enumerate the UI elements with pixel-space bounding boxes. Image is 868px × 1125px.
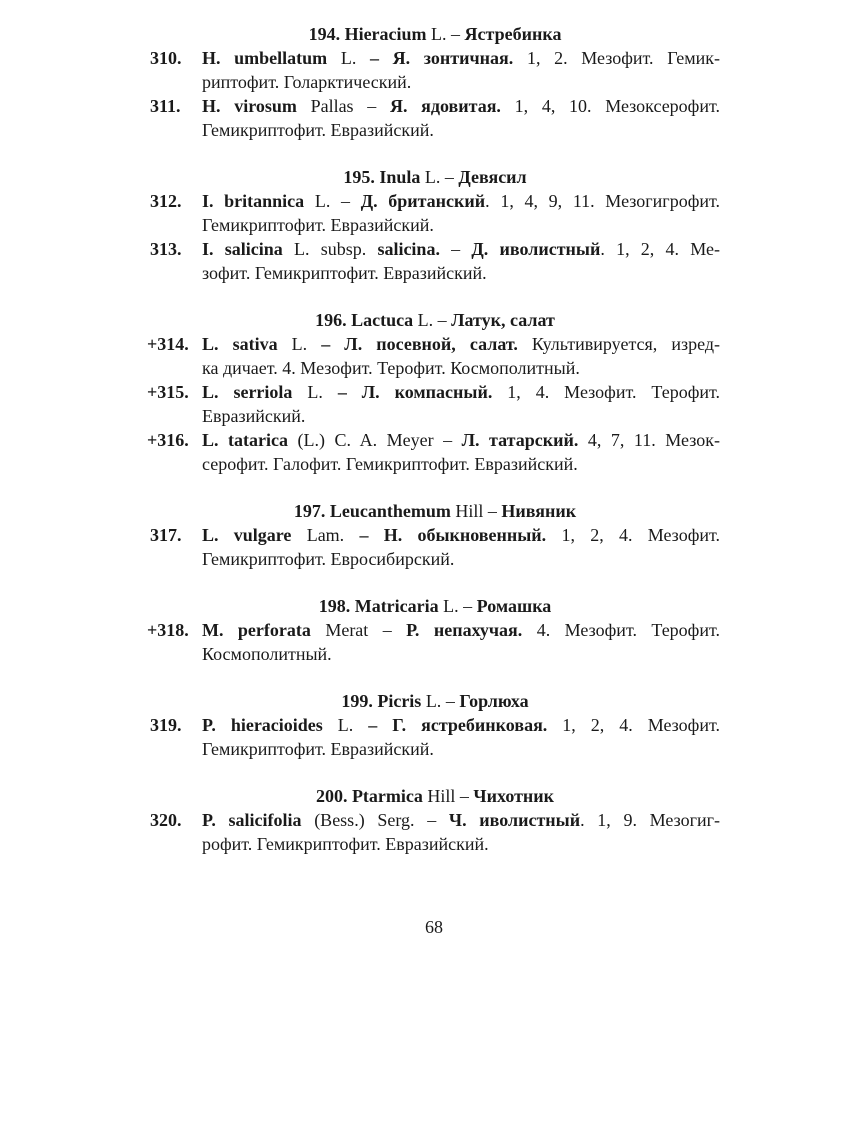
species-text: Гемикриптофит. Евросибирский. xyxy=(202,549,455,569)
species-entry xyxy=(147,618,720,666)
species-entry xyxy=(150,189,720,237)
species-entry xyxy=(150,94,720,142)
genus-heading xyxy=(150,689,720,713)
species-text: Гемикриптофит. Евразийский. xyxy=(202,215,434,235)
genus-russian-name: Девясил xyxy=(458,167,527,187)
genus-heading xyxy=(150,784,720,808)
genus-author: L. xyxy=(443,596,459,616)
section-gap xyxy=(150,476,720,499)
genus-number: 196. xyxy=(315,310,347,330)
genus-heading xyxy=(150,499,720,523)
species-number: 311. xyxy=(150,96,181,116)
species-text: – xyxy=(439,239,472,259)
species-text: 1, 4, 10. Мезоксерофит. xyxy=(500,96,720,116)
species-name-bold: Л. татарский. xyxy=(461,430,579,450)
species-text-line xyxy=(202,189,720,213)
genus-author: L. xyxy=(424,167,441,187)
species-text: L. xyxy=(322,715,369,735)
genus-dash: – xyxy=(451,24,461,44)
genus-heading xyxy=(150,308,720,332)
species-text: 1, 2, 4. Мезофит. xyxy=(546,525,720,545)
genus-latin-name: Leucanthemum xyxy=(329,501,451,521)
genus-latin-name: Hieracium xyxy=(344,24,427,44)
section-gap xyxy=(150,285,720,308)
species-text-line xyxy=(202,356,720,380)
species-number: +316. xyxy=(147,430,189,450)
genus-russian-name: Чихотник xyxy=(473,786,555,806)
species-text-line xyxy=(202,523,720,547)
genus-heading xyxy=(150,22,720,46)
species-name-bold: L. serriola xyxy=(202,382,293,402)
genus-dash: – xyxy=(487,501,497,521)
genus-russian-name: Горлюха xyxy=(459,691,529,711)
species-text: . 1, 9. Мезогиг- xyxy=(580,810,720,830)
genus-author: L. xyxy=(417,310,434,330)
section-gap xyxy=(150,666,720,689)
species-text: (Bess.) Serg. – xyxy=(301,810,449,830)
species-text: . 1, 2, 4. Ме- xyxy=(600,239,720,259)
species-text: L. xyxy=(277,334,322,354)
page-content xyxy=(147,22,721,856)
species-text: Евразийский. xyxy=(202,406,306,426)
genus-russian-name: Ястребинка xyxy=(464,24,562,44)
species-text-line xyxy=(202,428,720,452)
species-text-line xyxy=(202,332,720,356)
species-text-line xyxy=(202,46,720,70)
species-text: рофит. Гемикриптофит. Евразийский. xyxy=(202,834,489,854)
genus-author: L. xyxy=(425,691,442,711)
species-text: серофит. Галофит. Гемикриптофит. Евразийский. xyxy=(202,454,578,474)
species-text: Pallas – xyxy=(296,96,390,116)
species-text-line xyxy=(202,642,720,666)
species-text: Merat – xyxy=(310,620,407,640)
genus-author: Hill xyxy=(455,501,484,521)
species-text: Культивируется, изред- xyxy=(517,334,721,354)
species-text: L. xyxy=(327,48,370,68)
species-number: +314. xyxy=(147,334,189,354)
genus-dash: – xyxy=(463,596,473,616)
genus-dash: – xyxy=(445,691,455,711)
species-name-bold: H. umbellatum xyxy=(202,48,328,68)
species-name-bold: L. vulgare xyxy=(202,525,292,545)
species-text: (L.) C. A. Meyer – xyxy=(288,430,462,450)
genus-latin-name: Picris xyxy=(377,691,422,711)
species-name-bold: – Н. обыкновенный. xyxy=(359,525,547,545)
species-entry xyxy=(150,46,720,94)
genus-number: 197. xyxy=(293,501,326,521)
genus-latin-name: Matricaria xyxy=(354,596,439,616)
species-entry xyxy=(147,428,720,476)
species-text-line xyxy=(202,380,720,404)
species-text: Космополитный. xyxy=(202,644,332,664)
species-text: Гемикриптофит. Евразийский. xyxy=(202,120,434,140)
genus-russian-name: Нивяник xyxy=(501,501,577,521)
species-name-bold: salicina. xyxy=(377,239,440,259)
genus-latin-name: Lactuca xyxy=(351,310,414,330)
species-text: зофит. Гемикриптофит. Евразийский. xyxy=(202,263,487,283)
genus-dash: – xyxy=(437,310,447,330)
species-text-line xyxy=(202,118,720,142)
species-text-line xyxy=(202,713,720,737)
species-name-bold: L. sativa xyxy=(202,334,278,354)
species-text-line xyxy=(202,404,720,428)
species-text: 4. Мезофит. Терофит. xyxy=(522,620,720,640)
species-text-line xyxy=(202,808,720,832)
species-text-line xyxy=(202,237,720,261)
species-text: ка дичает. 4. Мезофит. Терофит. Космополитный. xyxy=(202,358,580,378)
species-text-line xyxy=(202,452,720,476)
genus-heading xyxy=(150,165,720,189)
species-text-line xyxy=(202,261,720,285)
species-name-bold: Р. непахучая. xyxy=(406,620,523,640)
genus-russian-name: Латук, салат xyxy=(451,310,555,330)
genus-author: Hill xyxy=(427,786,456,806)
section-gap xyxy=(150,761,720,784)
genus-latin-name: Inula xyxy=(379,167,421,187)
species-entry xyxy=(147,332,721,380)
page-number: 68 xyxy=(425,917,443,937)
species-name-bold: – Л. компасный. xyxy=(337,382,493,402)
species-text: Гемикриптофит. Евразийский. xyxy=(202,739,434,759)
species-name-bold: – Я. зонтичная. xyxy=(369,48,514,68)
genus-number: 200. xyxy=(315,786,348,806)
species-number: 310. xyxy=(150,48,182,68)
species-text-line xyxy=(202,70,720,94)
species-number: +315. xyxy=(147,382,189,402)
species-text: 1, 4. Мезофит. Терофит. xyxy=(492,382,721,402)
species-name-bold: I. salicina xyxy=(202,239,283,259)
species-text: 4, 7, 11. Мезок- xyxy=(578,430,720,450)
genus-dash: – xyxy=(459,786,469,806)
species-name-bold: I. britannica xyxy=(202,191,305,211)
species-name-bold: L. tatarica xyxy=(202,430,288,450)
species-entry xyxy=(150,523,720,571)
genus-latin-name: Ptarmica xyxy=(351,786,423,806)
genus-number: 194. xyxy=(308,24,341,44)
species-text: Lam. xyxy=(291,525,360,545)
section-gap xyxy=(150,571,720,594)
species-text: L. xyxy=(292,382,338,402)
species-text: 1, 2, 4. Мезофит. xyxy=(547,715,720,735)
species-number: 320. xyxy=(150,810,182,830)
species-number: +318. xyxy=(147,620,189,640)
species-name-bold: – Г. ястребинковая. xyxy=(368,715,548,735)
section-gap xyxy=(150,142,720,165)
species-text: . 1, 4, 9, 11. Мезогигрофит. xyxy=(485,191,720,211)
species-text-line xyxy=(202,737,720,761)
species-text-line xyxy=(202,832,720,856)
species-name-bold: P. salicifolia xyxy=(202,810,302,830)
genus-russian-name: Ромашка xyxy=(476,596,552,616)
genus-author: L. xyxy=(431,24,447,44)
species-text-line xyxy=(202,547,720,571)
genus-number: 199. xyxy=(341,691,373,711)
species-text: риптофит. Голарктический. xyxy=(202,72,412,92)
species-text: L. subsp. xyxy=(282,239,378,259)
species-name-bold: Д. иволистный xyxy=(471,239,601,259)
species-number: 317. xyxy=(150,525,182,545)
species-name-bold: Д. британский xyxy=(360,191,486,211)
genus-number: 195. xyxy=(343,167,375,187)
species-name-bold: P. hieracioides xyxy=(202,715,323,735)
species-entry xyxy=(150,237,720,285)
species-name-bold: M. perforata xyxy=(202,620,311,640)
species-name-bold: H. virosum xyxy=(202,96,297,116)
species-name-bold: – Л. посевной, салат. xyxy=(321,334,518,354)
species-entry xyxy=(150,713,720,761)
species-text: L. – xyxy=(304,191,361,211)
genus-heading xyxy=(150,594,720,618)
genus-number: 198. xyxy=(318,596,351,616)
genus-dash: – xyxy=(444,167,454,187)
species-text-line xyxy=(202,618,720,642)
species-entry xyxy=(150,808,720,856)
species-text-line xyxy=(202,213,720,237)
species-name-bold: Ч. иволистный xyxy=(448,810,581,830)
species-entry xyxy=(147,380,721,428)
species-name-bold: Я. ядовитая. xyxy=(389,96,501,116)
species-text: 1, 2. Мезофит. Гемик- xyxy=(513,48,720,68)
species-number: 319. xyxy=(150,715,182,735)
species-text-line xyxy=(202,94,720,118)
species-number: 313. xyxy=(150,239,182,259)
species-number: 312. xyxy=(150,191,182,211)
